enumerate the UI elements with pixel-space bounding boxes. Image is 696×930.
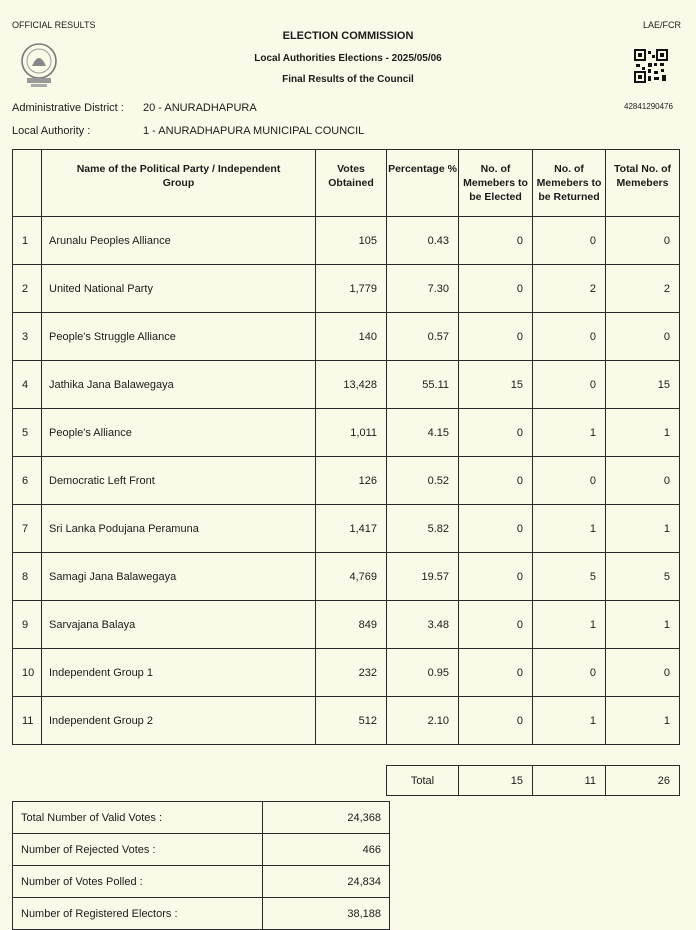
percentage: 7.30 [387,265,459,313]
totals-returned: 11 [533,766,606,796]
row-index: 10 [13,649,42,697]
registered-electors-value: 38,188 [263,898,390,930]
row-index: 6 [13,457,42,505]
party-name: Jathika Jana Balawegaya [42,361,316,409]
authority-value: 1 - ANURADHAPURA MUNICIPAL COUNCIL [143,125,365,137]
valid-votes-label: Total Number of Valid Votes : [13,802,263,834]
total-members: 0 [606,313,680,361]
row-index: 2 [13,265,42,313]
members-returned: 1 [533,409,606,457]
table-row [13,649,680,697]
table-header-row [13,150,680,217]
percentage: 3.48 [387,601,459,649]
header-index [13,150,42,217]
members-elected: 0 [459,697,533,745]
table-row [13,697,680,745]
party-name: Independent Group 2 [42,697,316,745]
header-party-name: Name of the Political Party / Independent Group [42,150,316,217]
party-name: Samagi Jana Balawegaya [42,553,316,601]
row-index: 9 [13,601,42,649]
row-index: 3 [13,313,42,361]
party-name: Arunalu Peoples Alliance [42,217,316,265]
district-label: Administrative District : [12,102,124,114]
party-name: Sri Lanka Podujana Peramuna [42,505,316,553]
header-returned: No. of Memebers to be Returned [533,150,606,217]
totals-elected: 15 [459,766,533,796]
totals-label: Total [387,766,459,796]
valid-votes-value: 24,368 [263,802,390,834]
table-row [13,553,680,601]
summary-row-electors [13,898,390,930]
summary-table [12,801,390,930]
members-returned: 2 [533,265,606,313]
district-value: 20 - ANURADHAPURA [143,102,257,114]
form-code: LAE/FCR [643,20,682,30]
percentage: 0.57 [387,313,459,361]
totals-table [386,765,680,796]
table-row [13,361,680,409]
votes-obtained: 13,428 [316,361,387,409]
votes-obtained: 4,769 [316,553,387,601]
percentage: 0.43 [387,217,459,265]
percentage: 2.10 [387,697,459,745]
total-members: 1 [606,409,680,457]
document-number: 42841290476 [624,102,673,111]
members-elected: 0 [459,217,533,265]
votes-obtained: 1,011 [316,409,387,457]
final-results-title: Final Results of the Council [282,74,414,85]
header-votes: Votes Obtained [316,150,387,217]
party-name: Sarvajana Balaya [42,601,316,649]
summary-row-valid [13,802,390,834]
party-name: United National Party [42,265,316,313]
results-table [12,149,680,745]
members-elected: 0 [459,265,533,313]
votes-obtained: 105 [316,217,387,265]
members-returned: 1 [533,697,606,745]
votes-obtained: 126 [316,457,387,505]
members-elected: 15 [459,361,533,409]
total-members: 0 [606,649,680,697]
votes-obtained: 1,417 [316,505,387,553]
members-elected: 0 [459,457,533,505]
members-returned: 0 [533,457,606,505]
table-row [13,409,680,457]
header-elected: No. of Memebers to be Elected [459,150,533,217]
total-members: 0 [606,457,680,505]
votes-polled-value: 24,834 [263,866,390,898]
commission-title: ELECTION COMMISSION [282,30,414,42]
votes-obtained: 849 [316,601,387,649]
members-returned: 0 [533,217,606,265]
members-elected: 0 [459,313,533,361]
header-total-members: Total No. of Memebers [606,150,680,217]
authority-label: Local Authority : [12,125,91,137]
rejected-votes-label: Number of Rejected Votes : [13,834,263,866]
summary-row-polled [13,866,390,898]
qr-code-icon [634,49,668,83]
members-returned: 5 [533,553,606,601]
percentage: 0.95 [387,649,459,697]
registered-electors-label: Number of Registered Electors : [13,898,263,930]
table-row [13,265,680,313]
total-members: 0 [606,217,680,265]
members-returned: 0 [533,649,606,697]
total-members: 15 [606,361,680,409]
election-title: Local Authorities Elections - 2025/05/06 [254,53,442,64]
members-returned: 1 [533,505,606,553]
table-row [13,505,680,553]
percentage: 5.82 [387,505,459,553]
total-members: 1 [606,505,680,553]
party-name: Independent Group 1 [42,649,316,697]
members-elected: 0 [459,649,533,697]
row-index: 11 [13,697,42,745]
members-elected: 0 [459,553,533,601]
percentage: 0.52 [387,457,459,505]
official-results-label: OFFICIAL RESULTS [12,20,96,30]
members-elected: 0 [459,601,533,649]
rejected-votes-value: 466 [263,834,390,866]
votes-obtained: 232 [316,649,387,697]
table-row [13,601,680,649]
members-returned: 1 [533,601,606,649]
votes-obtained: 1,779 [316,265,387,313]
party-name: People's Struggle Alliance [42,313,316,361]
table-row [13,457,680,505]
percentage: 55.11 [387,361,459,409]
votes-polled-label: Number of Votes Polled : [13,866,263,898]
total-members: 5 [606,553,680,601]
row-index: 5 [13,409,42,457]
row-index: 1 [13,217,42,265]
row-index: 7 [13,505,42,553]
header-percentage: Percentage % [387,150,459,217]
members-elected: 0 [459,409,533,457]
members-returned: 0 [533,313,606,361]
party-name: Democratic Left Front [42,457,316,505]
members-returned: 0 [533,361,606,409]
percentage: 4.15 [387,409,459,457]
summary-row-rejected [13,834,390,866]
total-members: 1 [606,697,680,745]
votes-obtained: 140 [316,313,387,361]
votes-obtained: 512 [316,697,387,745]
total-members: 2 [606,265,680,313]
totals-members: 26 [606,766,680,796]
row-index: 4 [13,361,42,409]
members-elected: 0 [459,505,533,553]
table-row [13,313,680,361]
table-row [13,217,680,265]
party-name: People's Alliance [42,409,316,457]
total-members: 1 [606,601,680,649]
row-index: 8 [13,553,42,601]
percentage: 19.57 [387,553,459,601]
